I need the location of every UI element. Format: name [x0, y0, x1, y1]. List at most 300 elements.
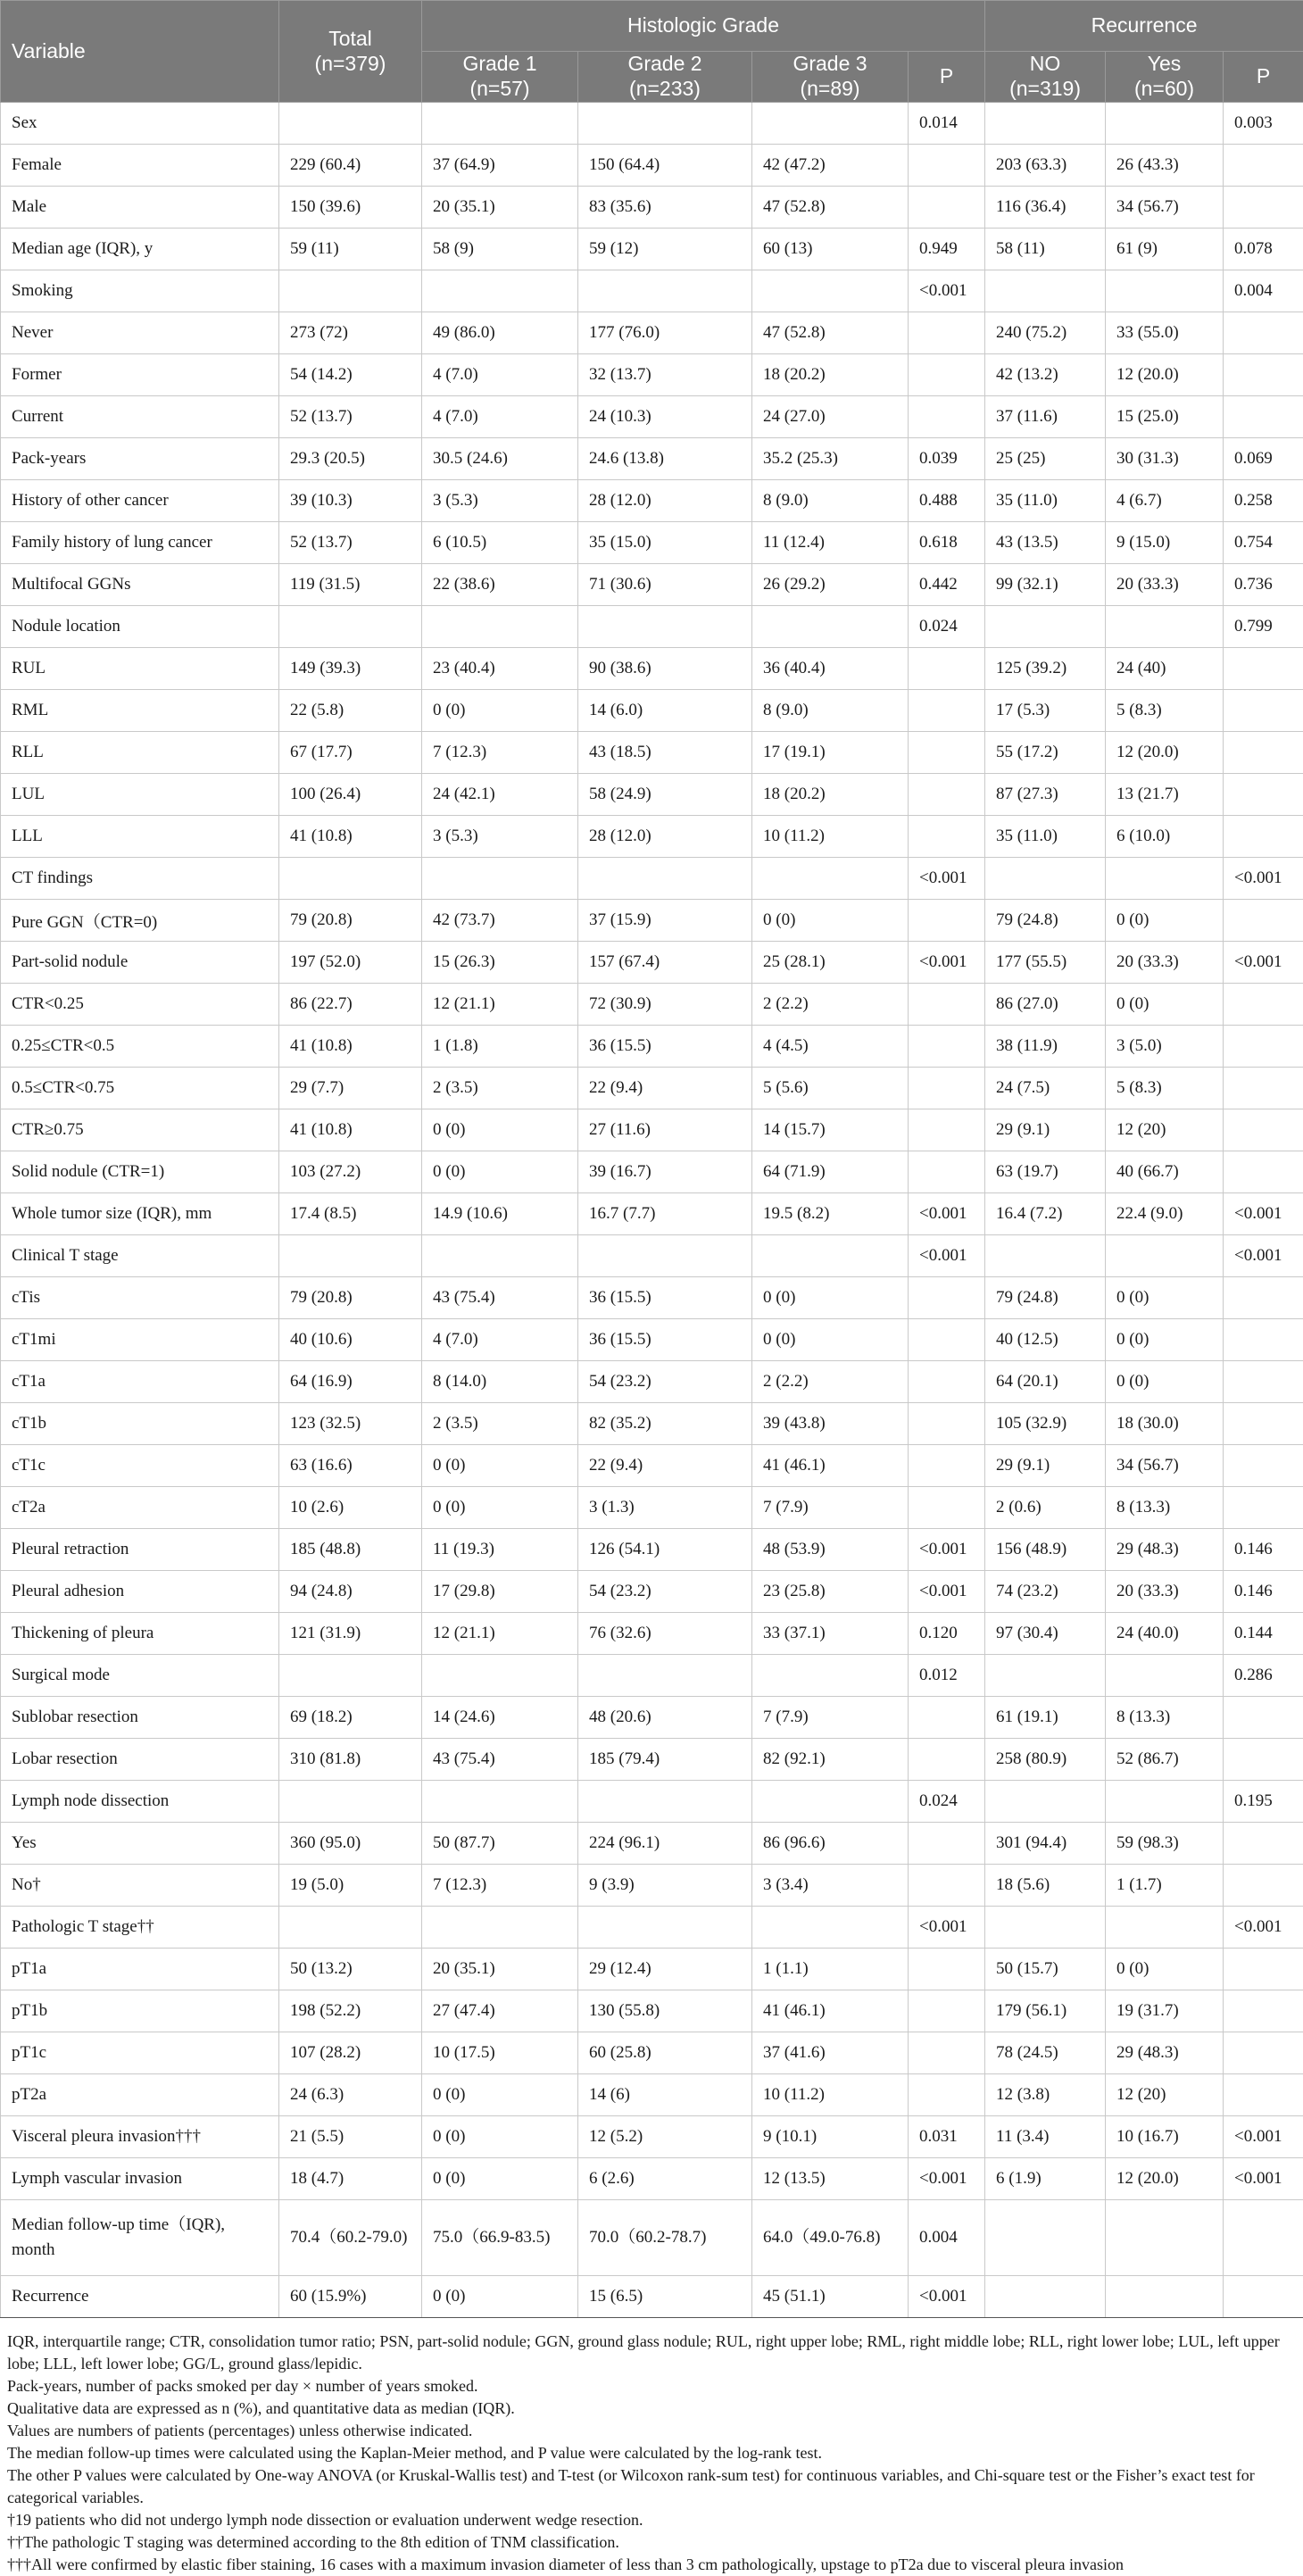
cell-total [279, 1235, 422, 1277]
table-row [1, 229, 1303, 270]
cell-grade-1: 27 (47.4) [422, 1990, 578, 2032]
cell-recurrence-p [1224, 1990, 1303, 2032]
cell-recurrence-p [1224, 1445, 1303, 1487]
cell-total: 19 (5.0) [279, 1865, 422, 1907]
cell-recurrence-yes: 26 (43.3) [1106, 145, 1224, 187]
cell-recurrence-no [985, 1235, 1106, 1277]
cell-recurrence-yes: 12 (20.0) [1106, 732, 1224, 774]
cell-grade-p [909, 648, 985, 690]
cell-recurrence-no: 99 (32.1) [985, 564, 1106, 606]
cell-grade-1: 0 (0) [422, 690, 578, 732]
cell-variable: pT2a [1, 2074, 279, 2116]
cell-total: 41 (10.8) [279, 1109, 422, 1151]
cell-grade-1: 30.5 (24.6) [422, 438, 578, 480]
cell-recurrence-no: 79 (24.8) [985, 900, 1106, 942]
cell-recurrence-yes: 0 (0) [1106, 984, 1224, 1026]
cell-total: 69 (18.2) [279, 1697, 422, 1739]
cell-recurrence-p [1224, 648, 1303, 690]
cell-total: 79 (20.8) [279, 1277, 422, 1319]
cell-grade-1: 50 (87.7) [422, 1823, 578, 1865]
cell-recurrence-no: 40 (12.5) [985, 1319, 1106, 1361]
cell-variable: Surgical mode [1, 1655, 279, 1697]
cell-grade-1: 0 (0) [422, 2158, 578, 2200]
table-row [1, 564, 1303, 606]
cell-recurrence-no: 87 (27.3) [985, 774, 1106, 816]
cell-variable: Part-solid nodule [1, 942, 279, 984]
cell-total: 123 (32.5) [279, 1403, 422, 1445]
cell-total: 149 (39.3) [279, 648, 422, 690]
cell-recurrence-yes [1106, 1235, 1224, 1277]
table-row [1, 103, 1303, 145]
cell-total: 198 (52.2) [279, 1990, 422, 2032]
cell-grade-1: 24 (42.1) [422, 774, 578, 816]
footnote: The median follow-up times were calculated using the Kaplan-Meier method, and P value were calculated by the log-rank test. [7, 2444, 823, 2462]
cell-recurrence-no: 42 (13.2) [985, 354, 1106, 396]
cell-recurrence-p [1224, 187, 1303, 229]
cell-recurrence-no: 301 (94.4) [985, 1823, 1106, 1865]
header-recurrence-yes: Yes (n=60) [1106, 52, 1224, 103]
cell-variable: cT1a [1, 1361, 279, 1403]
cell-grade-3: 2 (2.2) [752, 1361, 909, 1403]
cell-recurrence-no: 58 (11) [985, 229, 1106, 270]
cell-recurrence-p [1224, 1151, 1303, 1193]
cell-total: 70.4（60.2-79.0) [279, 2200, 422, 2276]
table-row [1, 354, 1303, 396]
cell-recurrence-yes: 6 (10.0) [1106, 816, 1224, 858]
cell-grade-p: 0.012 [909, 1655, 985, 1697]
cell-grade-p [909, 1487, 985, 1529]
cell-grade-p: 0.039 [909, 438, 985, 480]
cell-recurrence-no: 61 (19.1) [985, 1697, 1106, 1739]
cell-grade-2: 60 (25.8) [578, 2032, 752, 2074]
cell-grade-p [909, 1445, 985, 1487]
table-row [1, 1068, 1303, 1109]
cell-recurrence-no: 240 (75.2) [985, 312, 1106, 354]
cell-variable: Multifocal GGNs [1, 564, 279, 606]
cell-recurrence-yes [1106, 2200, 1224, 2276]
header-grade-p: P [909, 52, 985, 103]
table-row [1, 774, 1303, 816]
cell-recurrence-p [1224, 1277, 1303, 1319]
cell-recurrence-yes: 40 (66.7) [1106, 1151, 1224, 1193]
cell-total: 29.3 (20.5) [279, 438, 422, 480]
cell-grade-1: 49 (86.0) [422, 312, 578, 354]
cell-total: 100 (26.4) [279, 774, 422, 816]
cell-grade-1: 43 (75.4) [422, 1277, 578, 1319]
table-row [1, 1403, 1303, 1445]
cell-variable: LUL [1, 774, 279, 816]
cell-grade-1: 14 (24.6) [422, 1697, 578, 1739]
cell-grade-3: 47 (52.8) [752, 187, 909, 229]
cell-grade-p: 0.618 [909, 522, 985, 564]
cell-recurrence-p: 0.078 [1224, 229, 1303, 270]
cell-recurrence-no [985, 103, 1106, 145]
cell-grade-2 [578, 1235, 752, 1277]
cell-grade-p [909, 1739, 985, 1781]
cell-grade-1: 20 (35.1) [422, 1949, 578, 1990]
cell-recurrence-yes: 20 (33.3) [1106, 564, 1224, 606]
cell-total: 22 (5.8) [279, 690, 422, 732]
cell-recurrence-yes [1106, 1907, 1224, 1949]
footnote: The other P values were calculated by One-way ANOVA (or Kruskal-Wallis test) and T-test (or Wilcoxon rank-sum test) for continuous variables, and Chi-square test or the Fisher’s exact test for categorical variables. [7, 2466, 1255, 2506]
cell-recurrence-no: 17 (5.3) [985, 690, 1106, 732]
cell-grade-3: 3 (3.4) [752, 1865, 909, 1907]
footnote: Qualitative data are expressed as n (%), and quantitative data as median (IQR). [7, 2399, 515, 2417]
cell-grade-p: 0.442 [909, 564, 985, 606]
cell-grade-2: 22 (9.4) [578, 1068, 752, 1109]
table-header [1, 1, 1303, 103]
cell-grade-1: 0 (0) [422, 2116, 578, 2158]
header-recurrence-no: NO (n=319) [985, 52, 1106, 103]
cell-recurrence-p: 0.144 [1224, 1613, 1303, 1655]
cell-recurrence-yes: 8 (13.3) [1106, 1487, 1224, 1529]
cell-grade-3: 48 (53.9) [752, 1529, 909, 1571]
cell-recurrence-no: 78 (24.5) [985, 2032, 1106, 2074]
cell-grade-3: 36 (40.4) [752, 648, 909, 690]
cell-recurrence-yes: 13 (21.7) [1106, 774, 1224, 816]
cell-grade-2 [578, 103, 752, 145]
cell-total: 18 (4.7) [279, 2158, 422, 2200]
cell-grade-3: 60 (13) [752, 229, 909, 270]
cell-recurrence-no [985, 606, 1106, 648]
cell-grade-2: 71 (30.6) [578, 564, 752, 606]
table-row [1, 1823, 1303, 1865]
footnote: Values are numbers of patients (percentages) unless otherwise indicated. [7, 2422, 473, 2439]
cell-grade-3: 45 (51.1) [752, 2276, 909, 2318]
cell-recurrence-no: 37 (11.6) [985, 396, 1106, 438]
cell-variable: Current [1, 396, 279, 438]
cell-recurrence-no: 179 (56.1) [985, 1990, 1106, 2032]
table-row [1, 1697, 1303, 1739]
cell-grade-2: 27 (11.6) [578, 1109, 752, 1151]
cell-variable: Pure GGN（CTR=0) [1, 900, 279, 942]
cell-variable: Sublobar resection [1, 1697, 279, 1739]
cell-grade-2: 48 (20.6) [578, 1697, 752, 1739]
cell-grade-2 [578, 1655, 752, 1697]
cell-recurrence-no: 29 (9.1) [985, 1109, 1106, 1151]
cell-total [279, 858, 422, 900]
cell-recurrence-yes [1106, 1781, 1224, 1823]
cell-recurrence-yes: 0 (0) [1106, 1277, 1224, 1319]
cell-total: 185 (48.8) [279, 1529, 422, 1571]
cell-variable: RML [1, 690, 279, 732]
cell-recurrence-yes [1106, 858, 1224, 900]
cell-grade-1 [422, 1235, 578, 1277]
cell-grade-2: 177 (76.0) [578, 312, 752, 354]
cell-grade-2: 36 (15.5) [578, 1319, 752, 1361]
cell-recurrence-no: 203 (63.3) [985, 145, 1106, 187]
cell-grade-p [909, 187, 985, 229]
cell-grade-1: 4 (7.0) [422, 354, 578, 396]
cell-grade-2: 3 (1.3) [578, 1487, 752, 1529]
cell-recurrence-no: 74 (23.2) [985, 1571, 1106, 1613]
cell-grade-3: 7 (7.9) [752, 1697, 909, 1739]
cell-grade-2 [578, 1907, 752, 1949]
table-row [1, 1109, 1303, 1151]
cell-recurrence-yes: 12 (20.0) [1106, 2158, 1224, 2200]
cell-grade-p: 0.949 [909, 229, 985, 270]
cell-grade-2 [578, 270, 752, 312]
cell-recurrence-yes [1106, 270, 1224, 312]
table-row [1, 900, 1303, 942]
cell-variable: pT1c [1, 2032, 279, 2074]
cell-variable: Whole tumor size (IQR), mm [1, 1193, 279, 1235]
cell-recurrence-no [985, 270, 1106, 312]
cell-recurrence-p: <0.001 [1224, 2116, 1303, 2158]
cell-grade-p [909, 1151, 985, 1193]
cell-recurrence-p [1224, 1739, 1303, 1781]
cell-recurrence-p: 0.754 [1224, 522, 1303, 564]
cell-variable: 0.5≤CTR<0.75 [1, 1068, 279, 1109]
cell-recurrence-p [1224, 984, 1303, 1026]
cell-grade-3: 10 (11.2) [752, 2074, 909, 2116]
cell-total: 50 (13.2) [279, 1949, 422, 1990]
cell-recurrence-p: 0.146 [1224, 1571, 1303, 1613]
cell-recurrence-no [985, 1907, 1106, 1949]
cell-recurrence-yes [1106, 606, 1224, 648]
cell-grade-2: 39 (16.7) [578, 1151, 752, 1193]
header-total: Total (n=379) [279, 1, 422, 103]
cell-grade-2: 43 (18.5) [578, 732, 752, 774]
header-variable: Variable [1, 1, 279, 103]
cell-recurrence-p: 0.799 [1224, 606, 1303, 648]
cell-recurrence-no: 35 (11.0) [985, 480, 1106, 522]
cell-variable: cT2a [1, 1487, 279, 1529]
cell-variable: Family history of lung cancer [1, 522, 279, 564]
table-row [1, 1571, 1303, 1613]
cell-recurrence-no: 50 (15.7) [985, 1949, 1106, 1990]
cell-grade-1: 12 (21.1) [422, 984, 578, 1026]
table-row [1, 942, 1303, 984]
cell-grade-3: 10 (11.2) [752, 816, 909, 858]
header-grade-3: Grade 3 (n=89) [752, 52, 909, 103]
cell-grade-3: 0 (0) [752, 1319, 909, 1361]
cell-recurrence-yes: 34 (56.7) [1106, 1445, 1224, 1487]
cell-grade-3: 8 (9.0) [752, 690, 909, 732]
cell-recurrence-yes: 10 (16.7) [1106, 2116, 1224, 2158]
cell-recurrence-p [1224, 816, 1303, 858]
cell-grade-p [909, 1990, 985, 2032]
cell-grade-2: 12 (5.2) [578, 2116, 752, 2158]
cell-recurrence-no: 125 (39.2) [985, 648, 1106, 690]
cell-grade-3: 0 (0) [752, 1277, 909, 1319]
cell-recurrence-p [1224, 900, 1303, 942]
cell-grade-2: 14 (6.0) [578, 690, 752, 732]
cell-recurrence-p: <0.001 [1224, 942, 1303, 984]
table-row [1, 270, 1303, 312]
cell-variable: Visceral pleura invasion††† [1, 2116, 279, 2158]
cell-recurrence-yes: 20 (33.3) [1106, 942, 1224, 984]
cell-grade-1: 58 (9) [422, 229, 578, 270]
cell-recurrence-p [1224, 1026, 1303, 1068]
cell-grade-1: 0 (0) [422, 1151, 578, 1193]
cell-grade-p: <0.001 [909, 1235, 985, 1277]
cell-grade-p [909, 690, 985, 732]
cell-recurrence-no: 177 (55.5) [985, 942, 1106, 984]
cell-grade-1: 6 (10.5) [422, 522, 578, 564]
cell-grade-3: 86 (96.6) [752, 1823, 909, 1865]
cell-grade-3: 24 (27.0) [752, 396, 909, 438]
cell-recurrence-yes: 0 (0) [1106, 1361, 1224, 1403]
cell-grade-1: 0 (0) [422, 1445, 578, 1487]
cell-recurrence-yes: 24 (40) [1106, 648, 1224, 690]
cell-grade-3: 7 (7.9) [752, 1487, 909, 1529]
cell-variable: Pack-years [1, 438, 279, 480]
cell-variable: cTis [1, 1277, 279, 1319]
cell-variable: No† [1, 1865, 279, 1907]
cell-grade-1: 10 (17.5) [422, 2032, 578, 2074]
cell-recurrence-yes: 18 (30.0) [1106, 1403, 1224, 1445]
cell-grade-2: 36 (15.5) [578, 1026, 752, 1068]
table-row [1, 522, 1303, 564]
cell-recurrence-yes: 0 (0) [1106, 1949, 1224, 1990]
cell-total: 310 (81.8) [279, 1739, 422, 1781]
cell-grade-p [909, 816, 985, 858]
table-row [1, 1990, 1303, 2032]
cell-total: 107 (28.2) [279, 2032, 422, 2074]
cell-recurrence-no: 116 (36.4) [985, 187, 1106, 229]
cell-variable: pT1b [1, 1990, 279, 2032]
cell-total: 79 (20.8) [279, 900, 422, 942]
table-row [1, 816, 1303, 858]
cell-total: 54 (14.2) [279, 354, 422, 396]
cell-total: 103 (27.2) [279, 1151, 422, 1193]
cell-total [279, 1907, 422, 1949]
table-row [1, 1151, 1303, 1193]
cell-grade-3: 11 (12.4) [752, 522, 909, 564]
cell-grade-3: 64.0（49.0-76.8) [752, 2200, 909, 2276]
cell-recurrence-p: <0.001 [1224, 2158, 1303, 2200]
cell-recurrence-p: 0.003 [1224, 103, 1303, 145]
cell-variable: LLL [1, 816, 279, 858]
cell-recurrence-no: 16.4 (7.2) [985, 1193, 1106, 1235]
cell-variable: Solid nodule (CTR=1) [1, 1151, 279, 1193]
cell-recurrence-yes: 12 (20) [1106, 2074, 1224, 2116]
cell-recurrence-p [1224, 2276, 1303, 2318]
cell-grade-1: 7 (12.3) [422, 732, 578, 774]
cell-grade-2: 70.0（60.2-78.7) [578, 2200, 752, 2276]
cell-recurrence-yes: 15 (25.0) [1106, 396, 1224, 438]
cell-grade-1: 3 (5.3) [422, 816, 578, 858]
cell-grade-1 [422, 858, 578, 900]
cell-variable: RLL [1, 732, 279, 774]
cell-recurrence-no: 18 (5.6) [985, 1865, 1106, 1907]
cell-grade-p [909, 354, 985, 396]
cell-recurrence-no: 105 (32.9) [985, 1403, 1106, 1445]
footnote: ††The pathologic T staging was determined according to the 8th edition of TNM classification. [7, 2533, 619, 2551]
cell-grade-p: <0.001 [909, 858, 985, 900]
cell-grade-2: 28 (12.0) [578, 816, 752, 858]
cell-total: 86 (22.7) [279, 984, 422, 1026]
cell-variable: Female [1, 145, 279, 187]
cell-grade-2: 35 (15.0) [578, 522, 752, 564]
cell-recurrence-yes: 33 (55.0) [1106, 312, 1224, 354]
cell-recurrence-no [985, 858, 1106, 900]
cell-grade-2: 185 (79.4) [578, 1739, 752, 1781]
table-row [1, 1949, 1303, 1990]
cell-grade-2 [578, 606, 752, 648]
cell-recurrence-yes: 20 (33.3) [1106, 1571, 1224, 1613]
table-row [1, 396, 1303, 438]
cell-recurrence-p [1224, 774, 1303, 816]
cell-total: 24 (6.3) [279, 2074, 422, 2116]
cell-grade-p: <0.001 [909, 2276, 985, 2318]
cell-recurrence-yes [1106, 1655, 1224, 1697]
cell-variable: Sex [1, 103, 279, 145]
cell-variable: Male [1, 187, 279, 229]
cell-recurrence-yes: 61 (9) [1106, 229, 1224, 270]
footnote: IQR, interquartile range; CTR, consolidation tumor ratio; PSN, part-solid nodule; GGN, ground glass nodule; RUL, right upper lobe; RML, right middle lobe; RLL, right lower lobe; LUL, left upper lobe; LLL, left lower lobe; GG/L, ground glass/lepidic. [7, 2332, 1280, 2372]
table-row [1, 2276, 1303, 2318]
cell-total: 40 (10.6) [279, 1319, 422, 1361]
cell-total: 63 (16.6) [279, 1445, 422, 1487]
cell-recurrence-p: 0.736 [1224, 564, 1303, 606]
cell-grade-3: 39 (43.8) [752, 1403, 909, 1445]
cell-recurrence-p [1224, 1487, 1303, 1529]
cell-recurrence-p [1224, 2074, 1303, 2116]
cell-total: 10 (2.6) [279, 1487, 422, 1529]
cell-grade-2: 22 (9.4) [578, 1445, 752, 1487]
cell-grade-p: <0.001 [909, 270, 985, 312]
cell-total: 197 (52.0) [279, 942, 422, 984]
header-grade-1: Grade 1 (n=57) [422, 52, 578, 103]
cell-grade-2: 157 (67.4) [578, 942, 752, 984]
cell-grade-1: 17 (29.8) [422, 1571, 578, 1613]
cell-grade-3: 4 (4.5) [752, 1026, 909, 1068]
cell-grade-2: 28 (12.0) [578, 480, 752, 522]
cell-grade-p: 0.024 [909, 1781, 985, 1823]
table-row [1, 1319, 1303, 1361]
cell-total: 21 (5.5) [279, 2116, 422, 2158]
table-row [1, 312, 1303, 354]
cell-recurrence-p: 0.195 [1224, 1781, 1303, 1823]
cell-recurrence-p: <0.001 [1224, 1193, 1303, 1235]
cell-variable: cT1mi [1, 1319, 279, 1361]
cell-recurrence-no [985, 1655, 1106, 1697]
cell-grade-1: 2 (3.5) [422, 1068, 578, 1109]
table-row [1, 1026, 1303, 1068]
cell-grade-2: 90 (38.6) [578, 648, 752, 690]
cell-grade-3 [752, 103, 909, 145]
cell-grade-1: 1 (1.8) [422, 1026, 578, 1068]
cell-grade-3 [752, 1781, 909, 1823]
cell-grade-2: 32 (13.7) [578, 354, 752, 396]
cell-recurrence-no: 97 (30.4) [985, 1613, 1106, 1655]
table-row [1, 1865, 1303, 1907]
footnote: Pack-years, number of packs smoked per day × number of years smoked. [7, 2377, 478, 2395]
cell-grade-p: <0.001 [909, 2158, 985, 2200]
cell-grade-p: 0.120 [909, 1613, 985, 1655]
cell-grade-1: 23 (40.4) [422, 648, 578, 690]
cell-total: 52 (13.7) [279, 522, 422, 564]
cell-grade-3: 23 (25.8) [752, 1571, 909, 1613]
header-histologic-grade: Histologic Grade [422, 1, 985, 52]
cell-recurrence-yes: 8 (13.3) [1106, 1697, 1224, 1739]
cell-grade-2 [578, 858, 752, 900]
cell-total: 121 (31.9) [279, 1613, 422, 1655]
cell-grade-1: 12 (21.1) [422, 1613, 578, 1655]
cell-grade-1 [422, 1781, 578, 1823]
cell-recurrence-yes: 12 (20.0) [1106, 354, 1224, 396]
cell-recurrence-no: 156 (48.9) [985, 1529, 1106, 1571]
cell-recurrence-yes: 30 (31.3) [1106, 438, 1224, 480]
cell-total: 94 (24.8) [279, 1571, 422, 1613]
cell-recurrence-yes: 34 (56.7) [1106, 187, 1224, 229]
cell-variable: Lymph node dissection [1, 1781, 279, 1823]
cell-grade-2: 29 (12.4) [578, 1949, 752, 1990]
cell-total: 41 (10.8) [279, 816, 422, 858]
cell-grade-3: 14 (15.7) [752, 1109, 909, 1151]
